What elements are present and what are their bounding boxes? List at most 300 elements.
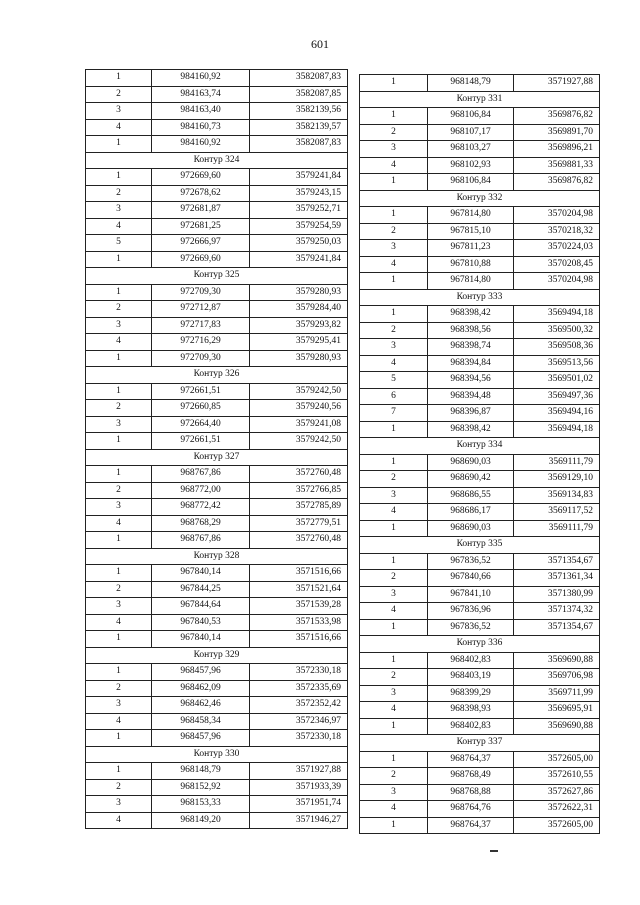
table-row — [360, 768, 600, 785]
point-number-cell: 1 — [360, 174, 428, 191]
x-coordinate-cell: 968686,17 — [428, 504, 514, 521]
x-coordinate-cell: 972709,30 — [152, 284, 250, 301]
table-row — [86, 482, 348, 499]
x-coordinate-cell: 967836,52 — [428, 553, 514, 570]
point-number-cell: 2 — [86, 581, 152, 598]
y-coordinate-cell: 3582087,83 — [250, 136, 348, 153]
x-coordinate-cell: 968764,37 — [428, 817, 514, 834]
table-row — [360, 405, 600, 422]
table-row — [86, 185, 348, 202]
point-number-cell: 4 — [86, 812, 152, 829]
contour-header-row — [86, 647, 348, 664]
contour-label: Контур 329 — [86, 647, 348, 664]
point-number-cell: 1 — [86, 664, 152, 681]
coordinates-table-left — [85, 69, 348, 829]
table-row — [360, 751, 600, 768]
table-row — [360, 817, 600, 834]
point-number-cell: 1 — [360, 108, 428, 125]
point-number-cell: 1 — [86, 763, 152, 780]
x-coordinate-cell: 968398,42 — [428, 306, 514, 323]
x-coordinate-cell: 984163,40 — [152, 103, 250, 120]
y-coordinate-cell: 3570204,98 — [514, 207, 600, 224]
point-number-cell: 3 — [360, 586, 428, 603]
contour-header-row — [360, 91, 600, 108]
x-coordinate-cell: 968462,09 — [152, 680, 250, 697]
x-coordinate-cell: 967814,80 — [428, 207, 514, 224]
point-number-cell: 1 — [360, 619, 428, 636]
y-coordinate-cell: 3572766,85 — [250, 482, 348, 499]
y-coordinate-cell: 3572627,86 — [514, 784, 600, 801]
table-row — [86, 763, 348, 780]
x-coordinate-cell: 972661,51 — [152, 433, 250, 450]
y-coordinate-cell: 3572760,48 — [250, 532, 348, 549]
point-number-cell: 2 — [360, 669, 428, 686]
y-coordinate-cell: 3570218,32 — [514, 223, 600, 240]
x-coordinate-cell: 967836,52 — [428, 619, 514, 636]
x-coordinate-cell: 972669,60 — [152, 251, 250, 268]
x-coordinate-cell: 968398,74 — [428, 339, 514, 356]
table-row — [360, 174, 600, 191]
y-coordinate-cell: 3570204,98 — [514, 273, 600, 290]
contour-label: Контур 333 — [360, 289, 600, 306]
y-coordinate-cell: 3571516,66 — [250, 565, 348, 582]
table-row — [86, 581, 348, 598]
point-number-cell: 1 — [86, 565, 152, 582]
table-row — [86, 103, 348, 120]
point-number-cell: 3 — [86, 796, 152, 813]
y-coordinate-cell: 3569494,18 — [514, 421, 600, 438]
x-coordinate-cell: 968394,84 — [428, 355, 514, 372]
table-row — [360, 372, 600, 389]
table-row — [86, 433, 348, 450]
y-coordinate-cell: 3579254,59 — [250, 218, 348, 235]
point-number-cell: 2 — [86, 779, 152, 796]
x-coordinate-cell: 968457,96 — [152, 730, 250, 747]
y-coordinate-cell: 3569876,82 — [514, 108, 600, 125]
y-coordinate-cell: 3571516,66 — [250, 631, 348, 648]
table-row — [86, 334, 348, 351]
x-coordinate-cell: 968458,34 — [152, 713, 250, 730]
y-coordinate-cell: 3579250,03 — [250, 235, 348, 252]
table-row — [360, 207, 600, 224]
point-number-cell: 1 — [360, 273, 428, 290]
y-coordinate-cell: 3571933,39 — [250, 779, 348, 796]
point-number-cell: 2 — [86, 482, 152, 499]
y-coordinate-cell: 3582087,83 — [250, 70, 348, 87]
point-number-cell: 1 — [86, 631, 152, 648]
x-coordinate-cell: 972716,29 — [152, 334, 250, 351]
table-row — [360, 586, 600, 603]
point-number-cell: 2 — [86, 301, 152, 318]
y-coordinate-cell: 3572330,18 — [250, 664, 348, 681]
table-row — [86, 779, 348, 796]
point-number-cell: 4 — [86, 614, 152, 631]
y-coordinate-cell: 3579242,50 — [250, 433, 348, 450]
point-number-cell: 2 — [86, 86, 152, 103]
table-row — [360, 570, 600, 587]
point-number-cell: 2 — [360, 223, 428, 240]
table-row — [86, 730, 348, 747]
table-row — [360, 718, 600, 735]
x-coordinate-cell: 968690,03 — [428, 520, 514, 537]
x-coordinate-cell: 968402,83 — [428, 652, 514, 669]
point-number-cell: 1 — [360, 75, 428, 92]
table-row — [360, 471, 600, 488]
point-number-cell: 1 — [360, 751, 428, 768]
y-coordinate-cell: 3569706,98 — [514, 669, 600, 686]
table-row — [86, 466, 348, 483]
table-row — [360, 669, 600, 686]
x-coordinate-cell: 972681,87 — [152, 202, 250, 219]
contour-header-row — [360, 438, 600, 455]
table-row — [86, 202, 348, 219]
table-row — [86, 565, 348, 582]
y-coordinate-cell: 3579242,50 — [250, 383, 348, 400]
point-number-cell: 1 — [86, 70, 152, 87]
y-coordinate-cell: 3579240,56 — [250, 400, 348, 417]
y-coordinate-cell: 3579293,82 — [250, 317, 348, 334]
table-row — [360, 652, 600, 669]
contour-header-row — [360, 190, 600, 207]
x-coordinate-cell: 968768,29 — [152, 515, 250, 532]
y-coordinate-cell: 3572330,18 — [250, 730, 348, 747]
contour-header-row — [86, 367, 348, 384]
table-row — [86, 284, 348, 301]
table-row — [86, 218, 348, 235]
x-coordinate-cell: 968153,33 — [152, 796, 250, 813]
point-number-cell: 1 — [86, 251, 152, 268]
table-row — [360, 339, 600, 356]
point-number-cell: 2 — [360, 471, 428, 488]
x-coordinate-cell: 968402,83 — [428, 718, 514, 735]
table-row — [360, 454, 600, 471]
contour-label: Контур 327 — [86, 449, 348, 466]
y-coordinate-cell: 3579280,93 — [250, 350, 348, 367]
point-number-cell: 1 — [360, 306, 428, 323]
y-coordinate-cell: 3569501,02 — [514, 372, 600, 389]
y-coordinate-cell: 3571927,88 — [514, 75, 600, 92]
x-coordinate-cell: 968403,19 — [428, 669, 514, 686]
point-number-cell: 3 — [86, 103, 152, 120]
contour-label: Контур 330 — [86, 746, 348, 763]
y-coordinate-cell: 3571539,28 — [250, 598, 348, 615]
y-coordinate-cell: 3569129,10 — [514, 471, 600, 488]
point-number-cell: 3 — [360, 240, 428, 257]
x-coordinate-cell: 984160,92 — [152, 70, 250, 87]
point-number-cell: 4 — [86, 713, 152, 730]
point-number-cell: 5 — [360, 372, 428, 389]
x-coordinate-cell: 967814,80 — [428, 273, 514, 290]
table-row — [86, 70, 348, 87]
y-coordinate-cell: 3571927,88 — [250, 763, 348, 780]
x-coordinate-cell: 968462,46 — [152, 697, 250, 714]
point-number-cell: 2 — [360, 322, 428, 339]
x-coordinate-cell: 968106,84 — [428, 108, 514, 125]
x-coordinate-cell: 968764,76 — [428, 801, 514, 818]
y-coordinate-cell: 3571361,34 — [514, 570, 600, 587]
x-coordinate-cell: 968398,93 — [428, 702, 514, 719]
contour-header-row — [360, 735, 600, 752]
contour-label: Контур 337 — [360, 735, 600, 752]
y-coordinate-cell: 3569513,56 — [514, 355, 600, 372]
x-coordinate-cell: 968396,87 — [428, 405, 514, 422]
x-coordinate-cell: 967840,53 — [152, 614, 250, 631]
contour-header-row — [360, 289, 600, 306]
point-number-cell: 4 — [360, 256, 428, 273]
table-row — [86, 796, 348, 813]
table-row — [360, 504, 600, 521]
point-number-cell: 1 — [86, 350, 152, 367]
y-coordinate-cell: 3571946,27 — [250, 812, 348, 829]
y-coordinate-cell: 3569876,82 — [514, 174, 600, 191]
x-coordinate-cell: 967844,64 — [152, 598, 250, 615]
table-row — [86, 631, 348, 648]
table-row — [86, 697, 348, 714]
table-row — [360, 322, 600, 339]
point-number-cell: 4 — [86, 119, 152, 136]
point-number-cell: 1 — [86, 284, 152, 301]
coordinates-table-right — [359, 74, 600, 834]
x-coordinate-cell: 972681,25 — [152, 218, 250, 235]
contour-header-row — [86, 746, 348, 763]
y-coordinate-cell: 3569494,16 — [514, 405, 600, 422]
table-row — [360, 124, 600, 141]
x-coordinate-cell: 968106,84 — [428, 174, 514, 191]
x-coordinate-cell: 967836,96 — [428, 603, 514, 620]
contour-header-row — [86, 548, 348, 565]
table-row — [86, 301, 348, 318]
y-coordinate-cell: 3571521,64 — [250, 581, 348, 598]
y-coordinate-cell: 3579284,40 — [250, 301, 348, 318]
y-coordinate-cell: 3571374,32 — [514, 603, 600, 620]
table-row — [360, 355, 600, 372]
table-row — [360, 108, 600, 125]
x-coordinate-cell: 968457,96 — [152, 664, 250, 681]
y-coordinate-cell: 3572605,00 — [514, 751, 600, 768]
y-coordinate-cell: 3579243,15 — [250, 185, 348, 202]
contour-label: Контур 324 — [86, 152, 348, 169]
table-row — [86, 119, 348, 136]
y-coordinate-cell: 3569690,88 — [514, 652, 600, 669]
point-number-cell: 4 — [360, 355, 428, 372]
table-row — [86, 86, 348, 103]
point-number-cell: 3 — [360, 685, 428, 702]
point-number-cell: 1 — [86, 466, 152, 483]
y-coordinate-cell: 3571951,74 — [250, 796, 348, 813]
point-number-cell: 1 — [360, 652, 428, 669]
table-row — [360, 240, 600, 257]
x-coordinate-cell: 984163,74 — [152, 86, 250, 103]
contour-header-row — [360, 636, 600, 653]
x-coordinate-cell: 972669,60 — [152, 169, 250, 186]
y-coordinate-cell: 3571354,67 — [514, 619, 600, 636]
y-coordinate-cell: 3569508,36 — [514, 339, 600, 356]
point-number-cell: 4 — [360, 504, 428, 521]
x-coordinate-cell: 968767,86 — [152, 532, 250, 549]
contour-header-row — [86, 152, 348, 169]
y-coordinate-cell: 3569711,99 — [514, 685, 600, 702]
y-coordinate-cell: 3569881,33 — [514, 157, 600, 174]
contour-header-row — [86, 268, 348, 285]
y-coordinate-cell: 3569891,70 — [514, 124, 600, 141]
table-row — [360, 553, 600, 570]
point-number-cell: 4 — [360, 157, 428, 174]
table-row — [86, 383, 348, 400]
x-coordinate-cell: 968772,00 — [152, 482, 250, 499]
table-row — [360, 784, 600, 801]
point-number-cell: 1 — [360, 817, 428, 834]
table-row — [360, 306, 600, 323]
table-row — [86, 499, 348, 516]
y-coordinate-cell: 3572760,48 — [250, 466, 348, 483]
point-number-cell: 1 — [86, 136, 152, 153]
x-coordinate-cell: 968690,42 — [428, 471, 514, 488]
contour-label: Контур 335 — [360, 537, 600, 554]
point-number-cell: 1 — [360, 421, 428, 438]
x-coordinate-cell: 968148,79 — [152, 763, 250, 780]
point-number-cell: 3 — [360, 487, 428, 504]
table-row — [360, 75, 600, 92]
point-number-cell: 3 — [86, 202, 152, 219]
y-coordinate-cell: 3569111,79 — [514, 520, 600, 537]
contour-label: Контур 331 — [360, 91, 600, 108]
x-coordinate-cell: 968686,55 — [428, 487, 514, 504]
y-coordinate-cell: 3582087,85 — [250, 86, 348, 103]
y-coordinate-cell: 3579295,41 — [250, 334, 348, 351]
point-number-cell: 6 — [360, 388, 428, 405]
point-number-cell: 3 — [360, 784, 428, 801]
point-number-cell: 1 — [86, 169, 152, 186]
x-coordinate-cell: 967844,25 — [152, 581, 250, 598]
x-coordinate-cell: 968772,42 — [152, 499, 250, 516]
y-coordinate-cell: 3572335,69 — [250, 680, 348, 697]
y-coordinate-cell: 3569497,36 — [514, 388, 600, 405]
table-row — [360, 685, 600, 702]
y-coordinate-cell: 3569117,52 — [514, 504, 600, 521]
page-number: 601 — [311, 37, 329, 51]
x-coordinate-cell: 968690,03 — [428, 454, 514, 471]
table-row — [360, 421, 600, 438]
x-coordinate-cell: 972666,97 — [152, 235, 250, 252]
x-coordinate-cell: 984160,73 — [152, 119, 250, 136]
y-coordinate-cell: 3579280,93 — [250, 284, 348, 301]
x-coordinate-cell: 968764,37 — [428, 751, 514, 768]
table-row — [86, 680, 348, 697]
table-row — [360, 702, 600, 719]
point-number-cell: 1 — [86, 433, 152, 450]
y-coordinate-cell: 3579241,84 — [250, 169, 348, 186]
table-row — [360, 801, 600, 818]
table-row — [86, 614, 348, 631]
table-row — [86, 664, 348, 681]
point-number-cell: 3 — [86, 499, 152, 516]
point-number-cell: 7 — [360, 405, 428, 422]
y-coordinate-cell: 3572779,51 — [250, 515, 348, 532]
point-number-cell: 4 — [86, 334, 152, 351]
x-coordinate-cell: 972660,85 — [152, 400, 250, 417]
y-coordinate-cell: 3579241,84 — [250, 251, 348, 268]
point-number-cell: 3 — [86, 317, 152, 334]
x-coordinate-cell: 968152,92 — [152, 779, 250, 796]
x-coordinate-cell: 972678,62 — [152, 185, 250, 202]
point-number-cell: 4 — [86, 515, 152, 532]
table-row — [360, 603, 600, 620]
x-coordinate-cell: 972664,40 — [152, 416, 250, 433]
y-coordinate-cell: 3572622,31 — [514, 801, 600, 818]
table-row — [360, 487, 600, 504]
x-coordinate-cell: 984160,92 — [152, 136, 250, 153]
table-row — [86, 416, 348, 433]
x-coordinate-cell: 968394,48 — [428, 388, 514, 405]
table-row — [86, 598, 348, 615]
point-number-cell: 1 — [86, 532, 152, 549]
x-coordinate-cell: 972661,51 — [152, 383, 250, 400]
table-row — [86, 532, 348, 549]
contour-label: Контур 334 — [360, 438, 600, 455]
table-row — [86, 350, 348, 367]
table-row — [86, 136, 348, 153]
point-number-cell: 4 — [360, 702, 428, 719]
point-number-cell: 2 — [86, 680, 152, 697]
table-row — [86, 713, 348, 730]
x-coordinate-cell: 967840,14 — [152, 631, 250, 648]
y-coordinate-cell: 3572785,89 — [250, 499, 348, 516]
contour-header-row — [86, 449, 348, 466]
y-coordinate-cell: 3569500,32 — [514, 322, 600, 339]
x-coordinate-cell: 967811,23 — [428, 240, 514, 257]
y-coordinate-cell: 3570224,03 — [514, 240, 600, 257]
x-coordinate-cell: 972717,83 — [152, 317, 250, 334]
x-coordinate-cell: 967815,10 — [428, 223, 514, 240]
x-coordinate-cell: 968102,93 — [428, 157, 514, 174]
contour-label: Контур 328 — [86, 548, 348, 565]
x-coordinate-cell: 967840,14 — [152, 565, 250, 582]
point-number-cell: 3 — [86, 598, 152, 615]
point-number-cell: 3 — [360, 339, 428, 356]
point-number-cell: 2 — [86, 400, 152, 417]
point-number-cell: 4 — [360, 603, 428, 620]
table-row — [360, 223, 600, 240]
table-row — [86, 812, 348, 829]
table-row — [360, 273, 600, 290]
table-row — [360, 256, 600, 273]
x-coordinate-cell: 972709,30 — [152, 350, 250, 367]
x-coordinate-cell: 967840,66 — [428, 570, 514, 587]
table-row — [360, 157, 600, 174]
x-coordinate-cell: 968103,27 — [428, 141, 514, 158]
table-row — [86, 251, 348, 268]
x-coordinate-cell: 968398,56 — [428, 322, 514, 339]
point-number-cell: 3 — [86, 416, 152, 433]
x-coordinate-cell: 968768,88 — [428, 784, 514, 801]
table-row — [86, 235, 348, 252]
y-coordinate-cell: 3569896,21 — [514, 141, 600, 158]
point-number-cell: 1 — [360, 207, 428, 224]
y-coordinate-cell: 3572346,97 — [250, 713, 348, 730]
y-coordinate-cell: 3570208,45 — [514, 256, 600, 273]
x-coordinate-cell: 968767,86 — [152, 466, 250, 483]
y-coordinate-cell: 3579241,08 — [250, 416, 348, 433]
x-coordinate-cell: 968107,17 — [428, 124, 514, 141]
table-row — [86, 317, 348, 334]
y-coordinate-cell: 3569111,79 — [514, 454, 600, 471]
y-coordinate-cell: 3569134,83 — [514, 487, 600, 504]
y-coordinate-cell: 3582139,57 — [250, 119, 348, 136]
point-number-cell: 3 — [86, 697, 152, 714]
point-number-cell: 2 — [360, 768, 428, 785]
y-coordinate-cell: 3569690,88 — [514, 718, 600, 735]
y-coordinate-cell: 3571380,99 — [514, 586, 600, 603]
